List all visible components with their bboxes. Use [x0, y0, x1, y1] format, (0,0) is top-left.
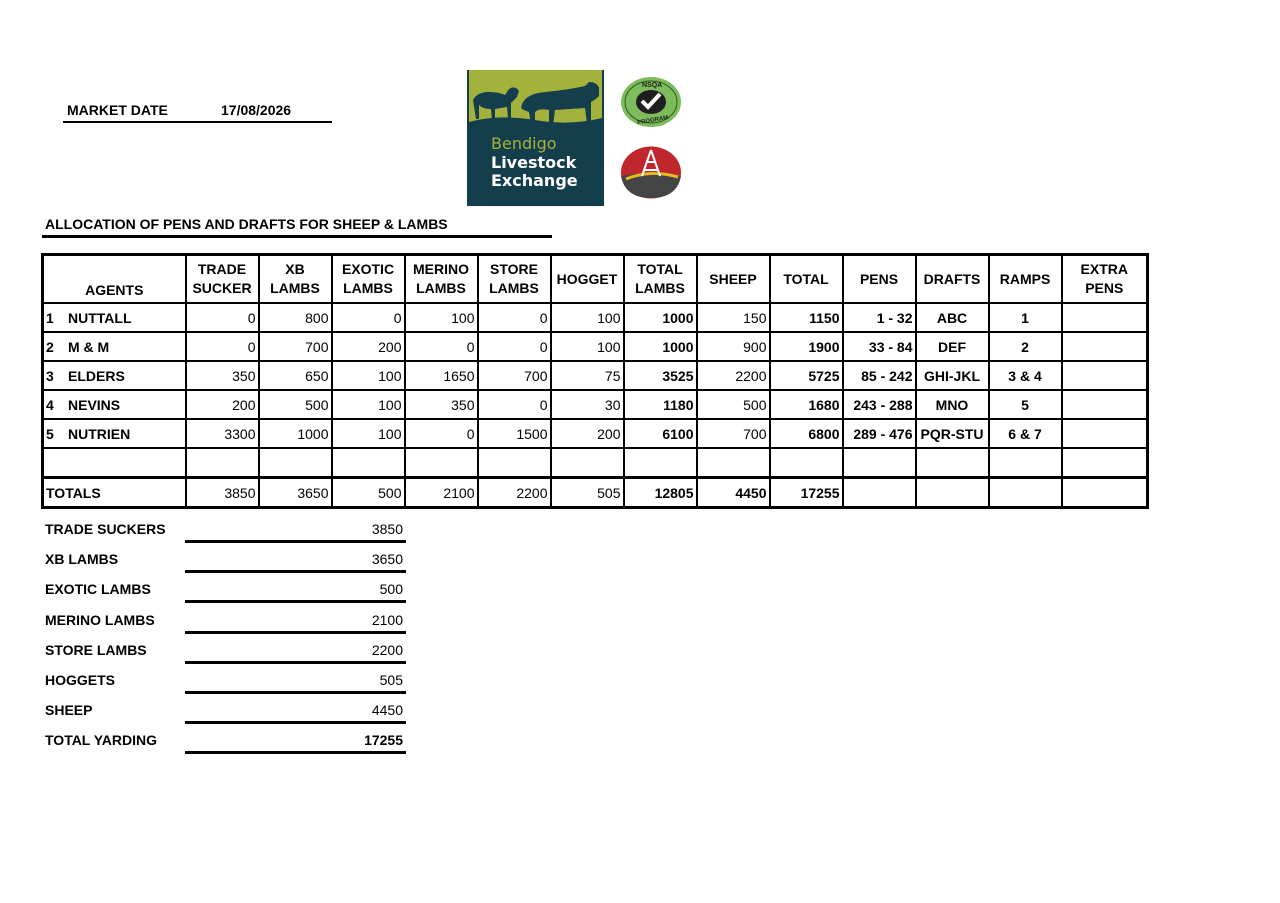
market-date-value: 17/08/2026: [221, 102, 292, 118]
summary-label: TRADE SUCKERS: [45, 521, 166, 537]
trade-sucker-cell: 3300: [186, 419, 259, 448]
summary-label: SHEEP: [45, 702, 93, 719]
header-drafts: DRAFTS: [916, 255, 989, 304]
xb-lambs-cell: 1000: [259, 419, 332, 448]
total-cell: 1900: [770, 332, 843, 361]
sheep-cell: 900: [697, 332, 770, 361]
hogget-cell: 200: [551, 419, 624, 448]
market-date: [63, 101, 332, 123]
header-sheep: SHEEP: [697, 255, 770, 304]
agent-cell: 3 ELDERS: [43, 361, 186, 390]
store-lambs-cell: 0: [478, 390, 551, 419]
drafts-cell: ABC: [916, 303, 989, 332]
merino-lambs-cell: 0: [405, 332, 478, 361]
total-cell: 5725: [770, 361, 843, 390]
totals-sheep: 4450: [697, 478, 770, 508]
trade-sucker-cell: 0: [186, 303, 259, 332]
extra-pens-cell: [1062, 332, 1148, 361]
pens-cell: 243 - 288: [843, 390, 916, 419]
totals-hogget: 505: [551, 478, 624, 508]
agent-cell: 5 NUTRIEN: [43, 419, 186, 448]
pens-cell: 85 - 242: [843, 361, 916, 390]
summary-value: 3850: [371, 521, 403, 537]
agent-cell: 4 NEVINS: [43, 390, 186, 419]
pens-cell: 289 - 476: [843, 419, 916, 448]
ramps-cell: 3 & 4: [989, 361, 1062, 390]
market-date-label: MARKET DATE: [67, 102, 168, 118]
xb-lambs-cell: 800: [259, 303, 332, 332]
hogget-cell: 30: [551, 390, 624, 419]
summary-label: MERINO LAMBS: [45, 611, 155, 628]
ramps-cell: 1: [989, 303, 1062, 332]
table-row: [43, 303, 1148, 332]
total-cell: 1150: [770, 303, 843, 332]
trade-sucker-cell: 200: [186, 390, 259, 419]
pens-cell: 1 - 32: [843, 303, 916, 332]
table-header-row: [43, 255, 1148, 304]
exotic-lambs-cell: 0: [332, 303, 405, 332]
header-agents: AGENTS: [43, 255, 186, 304]
ramps-cell: 6 & 7: [989, 419, 1062, 448]
store-lambs-cell: 0: [478, 303, 551, 332]
totals-total-lambs: 12805: [624, 478, 697, 508]
total-cell: 1680: [770, 390, 843, 419]
header-merino-lambs: MERINO LAMBS: [405, 255, 478, 304]
store-lambs-cell: 1500: [478, 419, 551, 448]
exotic-lambs-cell: 100: [332, 419, 405, 448]
xb-lambs-cell: 700: [259, 332, 332, 361]
extra-pens-cell: [1062, 361, 1148, 390]
totals-exotic-lambs: 500: [332, 478, 405, 508]
header-total-lambs: TOTAL LAMBS: [624, 255, 697, 304]
table-row: [43, 419, 1148, 448]
ramps-cell: 2: [989, 332, 1062, 361]
header-trade-sucker: TRADE SUCKER: [186, 255, 259, 304]
hogget-cell: 100: [551, 303, 624, 332]
header-store-lambs: STORE LAMBS: [478, 255, 551, 304]
total-lambs-cell: 1000: [624, 332, 697, 361]
ble-logo-line2: Livestock: [491, 153, 577, 172]
summary-label: EXOTIC LAMBS: [45, 581, 151, 598]
summary-value: 4450: [371, 702, 403, 719]
sheep-cell: 500: [697, 390, 770, 419]
hogget-cell: 75: [551, 361, 624, 390]
totals-xb-lambs: 3650: [259, 478, 332, 508]
header-hogget: HOGGET: [551, 255, 624, 304]
agent-cell: 1 NUTTALL: [43, 303, 186, 332]
report-title-text: ALLOCATION OF PENS AND DRAFTS FOR SHEEP & LAMBS: [45, 216, 448, 232]
hogget-cell: 100: [551, 332, 624, 361]
table-row: [43, 332, 1148, 361]
extra-pens-cell: [1062, 390, 1148, 419]
summary-value: 2200: [371, 641, 403, 658]
blank-row: [43, 448, 1148, 478]
merino-lambs-cell: 1650: [405, 361, 478, 390]
store-lambs-cell: 0: [478, 332, 551, 361]
extra-pens-cell: [1062, 419, 1148, 448]
total-cell: 6800: [770, 419, 843, 448]
summary-value: 3650: [371, 551, 403, 568]
store-lambs-cell: 700: [478, 361, 551, 390]
table-row: [43, 361, 1148, 390]
header-extra-pens: EXTRA PENS: [1062, 255, 1148, 304]
table-row: [43, 390, 1148, 419]
extra-pens-cell: [1062, 303, 1148, 332]
totals-row: [43, 478, 1148, 508]
summary-label: TOTAL YARDING: [45, 732, 158, 749]
header-exotic-lambs: EXOTIC LAMBS: [332, 255, 405, 304]
summary-label: STORE LAMBS: [45, 641, 147, 658]
drafts-cell: GHI-JKL: [916, 361, 989, 390]
sheep-cell: 150: [697, 303, 770, 332]
agent-cell: 2 M & M: [43, 332, 186, 361]
svg-text:NSQA: NSQA: [642, 82, 663, 89]
svg-text:PROGRAM: PROGRAM: [636, 115, 669, 127]
ble-logo-line1: Bendigo: [491, 134, 557, 153]
ramps-cell: 5: [989, 390, 1062, 419]
totals-label: TOTALS: [43, 478, 186, 508]
xb-lambs-cell: 650: [259, 361, 332, 390]
allocation-table: [41, 253, 1149, 509]
tower-logo: [620, 146, 682, 199]
xb-lambs-cell: 500: [259, 390, 332, 419]
summary-value: 17255: [364, 732, 403, 749]
sheep-cell: 2200: [697, 361, 770, 390]
summary-label: XB LAMBS: [45, 551, 119, 568]
header-xb-lambs: XB LAMBS: [259, 255, 332, 304]
merino-lambs-cell: 100: [405, 303, 478, 332]
nsqa-program-badge: [620, 76, 682, 128]
summary-value: 505: [379, 671, 403, 688]
exotic-lambs-cell: 100: [332, 390, 405, 419]
exotic-lambs-cell: 200: [332, 332, 405, 361]
totals-merino-lambs: 2100: [405, 478, 478, 508]
header-total: TOTAL: [770, 255, 843, 304]
total-lambs-cell: 1180: [624, 390, 697, 419]
total-lambs-cell: 3525: [624, 361, 697, 390]
trade-sucker-cell: 0: [186, 332, 259, 361]
bendigo-livestock-exchange-logo: [467, 70, 604, 206]
merino-lambs-cell: 0: [405, 419, 478, 448]
exotic-lambs-cell: 100: [332, 361, 405, 390]
summary-label: HOGGETS: [45, 671, 116, 688]
totals-store-lambs: 2200: [478, 478, 551, 508]
drafts-cell: DEF: [916, 332, 989, 361]
totals-trade-sucker: 3850: [186, 478, 259, 508]
header-ramps: RAMPS: [989, 255, 1062, 304]
total-lambs-cell: 1000: [624, 303, 697, 332]
summary-value: 2100: [371, 611, 403, 628]
summary-value: 500: [379, 581, 403, 598]
header-pens: PENS: [843, 255, 916, 304]
trade-sucker-cell: 350: [186, 361, 259, 390]
merino-lambs-cell: 350: [405, 390, 478, 419]
totals-total: 17255: [770, 478, 843, 508]
pens-cell: 33 - 84: [843, 332, 916, 361]
ble-logo-line3: Exchange: [491, 171, 578, 190]
sheep-cell: 700: [697, 419, 770, 448]
drafts-cell: PQR-STU: [916, 419, 989, 448]
drafts-cell: MNO: [916, 390, 989, 419]
report-title: [42, 215, 552, 238]
total-lambs-cell: 6100: [624, 419, 697, 448]
